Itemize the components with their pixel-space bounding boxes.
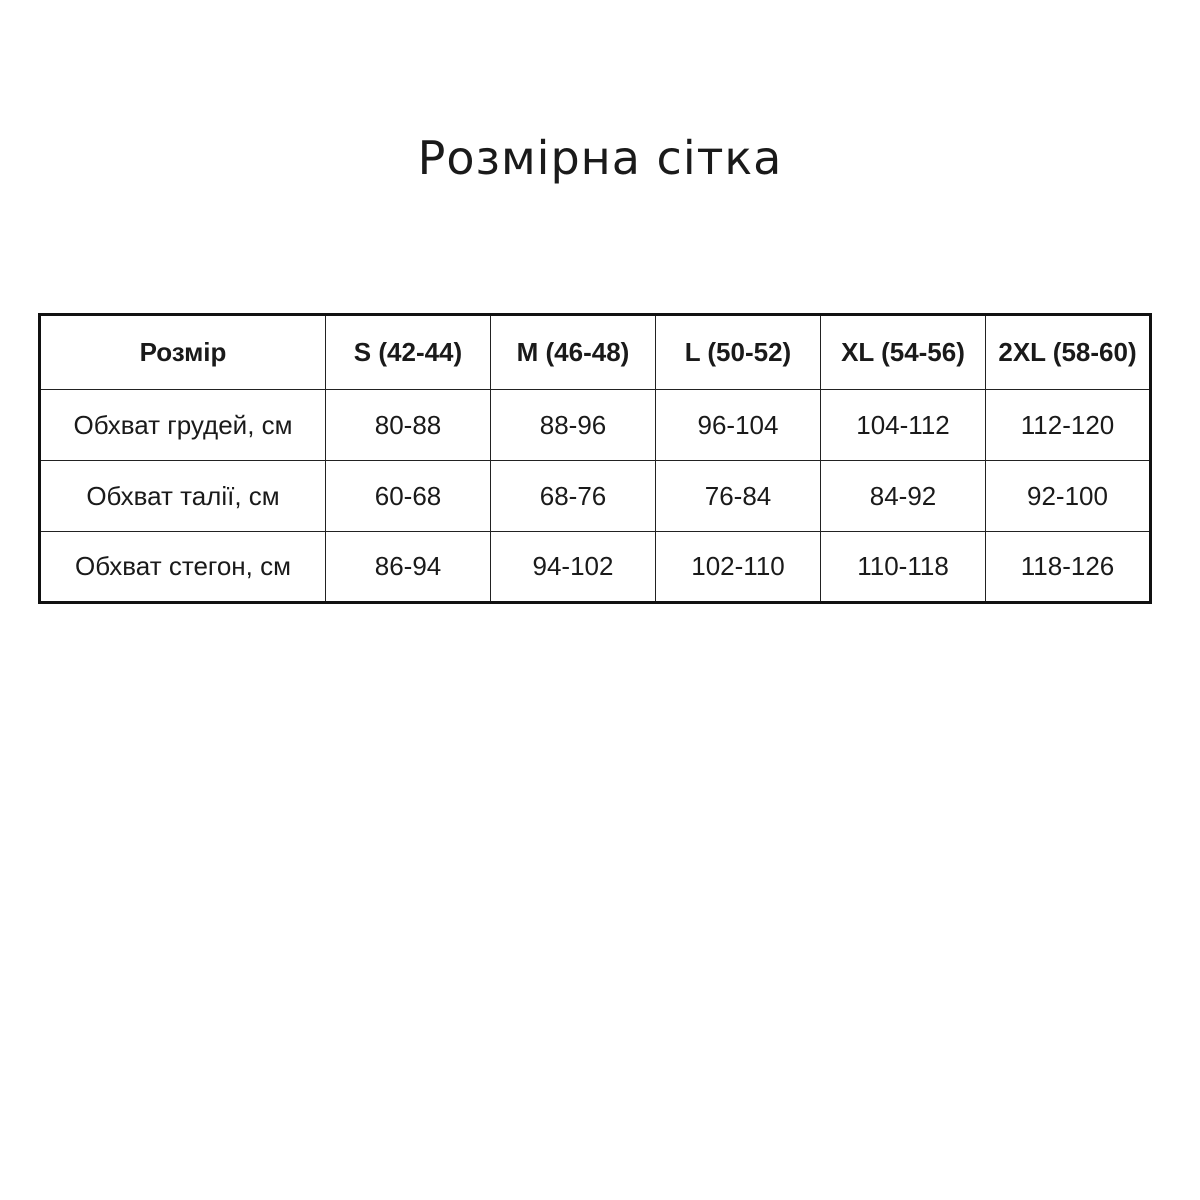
table-cell: 92-100 (986, 461, 1151, 532)
table-cell: 112-120 (986, 390, 1151, 461)
table-cell: 84-92 (821, 461, 986, 532)
table-row-chest (40, 390, 1151, 461)
header-size-2xl: 2XL (58-60) (986, 315, 1151, 390)
header-size-l: L (50-52) (656, 315, 821, 390)
row-label: Обхват стегон, см (40, 532, 326, 603)
table-header-row (40, 315, 1151, 390)
page-title: Розмірна сітка (417, 131, 783, 185)
table-cell: 96-104 (656, 390, 821, 461)
table-cell: 60-68 (326, 461, 491, 532)
size-chart-table (38, 313, 1152, 604)
row-label: Обхват талії, см (40, 461, 326, 532)
table-cell: 68-76 (491, 461, 656, 532)
header-label-cell: Розмір (40, 315, 326, 390)
table-cell: 80-88 (326, 390, 491, 461)
header-size-m: M (46-48) (491, 315, 656, 390)
table-cell: 88-96 (491, 390, 656, 461)
table-cell: 118-126 (986, 532, 1151, 603)
table-cell: 110-118 (821, 532, 986, 603)
row-label: Обхват грудей, см (40, 390, 326, 461)
table-cell: 86-94 (326, 532, 491, 603)
table-row-waist (40, 461, 1151, 532)
table-row-hips (40, 532, 1151, 603)
header-size-s: S (42-44) (326, 315, 491, 390)
table-cell: 76-84 (656, 461, 821, 532)
table-cell: 104-112 (821, 390, 986, 461)
table-cell: 94-102 (491, 532, 656, 603)
table-cell: 102-110 (656, 532, 821, 603)
header-size-xl: XL (54-56) (821, 315, 986, 390)
